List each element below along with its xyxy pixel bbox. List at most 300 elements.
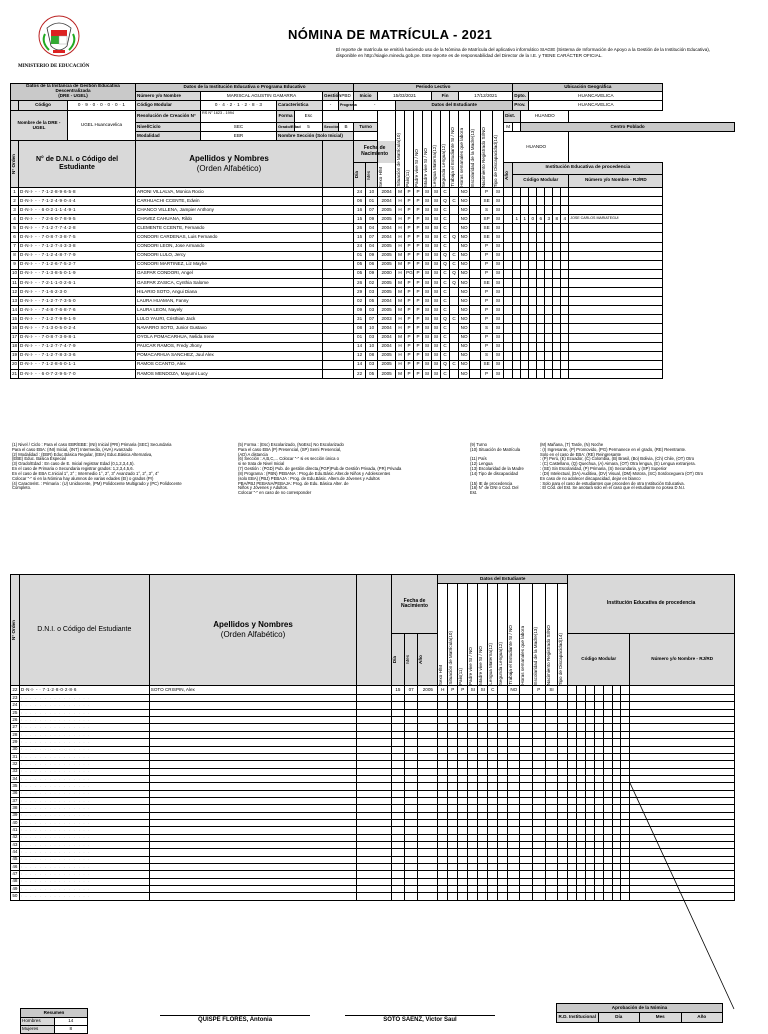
empty-row bbox=[11, 864, 735, 871]
row-cell bbox=[585, 731, 594, 738]
row-mv: SI bbox=[432, 278, 441, 287]
row-cell bbox=[458, 768, 468, 775]
row-cell bbox=[545, 695, 557, 702]
row-cell bbox=[458, 812, 468, 819]
row-sit: P bbox=[405, 233, 414, 242]
row-tr: NO bbox=[459, 269, 470, 278]
gestion-label: Gestión bbox=[323, 92, 339, 101]
row-cell bbox=[478, 893, 488, 900]
row-cell bbox=[594, 775, 603, 782]
row-name: CHAVEZ CAHUANA, Rildo bbox=[136, 215, 323, 224]
row-number: 1 bbox=[11, 188, 19, 197]
row-name: CONDORI MARTINEZ, Liz Mayhe bbox=[136, 260, 323, 269]
col-cod-modular: Código Modular bbox=[513, 175, 569, 187]
row-cell bbox=[488, 775, 498, 782]
row-cell bbox=[405, 695, 418, 702]
row-tr: NO bbox=[459, 197, 470, 206]
row-sit: P bbox=[405, 242, 414, 251]
row-cell bbox=[448, 753, 458, 760]
row-spacer bbox=[357, 686, 391, 695]
row-cell bbox=[603, 864, 612, 871]
row-cell bbox=[438, 893, 448, 900]
row-cell bbox=[448, 739, 458, 746]
row-cell bbox=[418, 724, 438, 731]
row-cell bbox=[405, 871, 418, 878]
row-cell bbox=[594, 746, 603, 753]
row-cell bbox=[577, 871, 586, 878]
row-nr: SI bbox=[493, 333, 504, 342]
row-proc-name: JOSE CARLOS MARIATEGUI bbox=[569, 215, 663, 224]
modcode-value: 0 · 4 · 2 · 1 · 2 · 8 · 3 bbox=[201, 101, 277, 111]
signature-1: QUISPE FLORES, Antonia bbox=[197, 1017, 273, 1023]
row-sl: Q bbox=[450, 269, 459, 278]
row-spacer bbox=[357, 864, 391, 871]
row-cell bbox=[532, 819, 545, 826]
row-cell bbox=[438, 864, 448, 871]
row-pv: SI bbox=[423, 206, 432, 215]
row-cell bbox=[545, 849, 557, 856]
school-num-value: MARISCAL AGUSTIN GAMARRA bbox=[201, 92, 323, 101]
row-discapacidad bbox=[504, 333, 513, 342]
row-cell bbox=[612, 731, 621, 738]
row-cell bbox=[498, 709, 508, 716]
row-proc-digit bbox=[529, 251, 537, 260]
row-spacer bbox=[357, 768, 391, 775]
row-cell bbox=[478, 864, 488, 871]
row-proc-digit bbox=[553, 315, 561, 324]
row-tr: NO bbox=[459, 342, 470, 351]
row-discapacidad bbox=[504, 324, 513, 333]
row-pv: SI bbox=[423, 260, 432, 269]
row-cell bbox=[438, 709, 448, 716]
row-cell bbox=[612, 739, 621, 746]
row-proc-digit bbox=[537, 269, 545, 278]
row-sit: P bbox=[448, 686, 458, 695]
row-cell bbox=[558, 886, 568, 893]
row-cell bbox=[448, 812, 458, 819]
row-cell bbox=[585, 886, 594, 893]
row-cell bbox=[468, 731, 478, 738]
row-em: P bbox=[481, 306, 493, 315]
row-dni: D·N·I· - · 7·1·2·4·8·7·7·9 bbox=[19, 251, 136, 260]
row-discapacidad bbox=[504, 224, 513, 233]
row-cell bbox=[612, 812, 621, 819]
caract-value: - bbox=[323, 101, 339, 111]
row-name bbox=[149, 841, 357, 848]
row-spacer bbox=[357, 841, 391, 848]
row-proc-name bbox=[569, 278, 663, 287]
row-dni: : · · · · · · · · · · · · · · bbox=[19, 797, 149, 804]
empty-row bbox=[11, 739, 735, 746]
row-cell bbox=[458, 878, 468, 885]
p2-col-horas: Horas semanales que labora bbox=[520, 626, 526, 685]
row-sit: P bbox=[405, 288, 414, 297]
row-proc-digit bbox=[513, 288, 521, 297]
row-cell bbox=[498, 893, 508, 900]
row-em: P bbox=[481, 242, 493, 251]
row-number: 34 bbox=[11, 775, 20, 782]
row-cell bbox=[577, 827, 586, 834]
row-number: 29 bbox=[11, 739, 20, 746]
row-cell bbox=[468, 841, 478, 848]
row-cell bbox=[558, 819, 568, 826]
row-cell bbox=[405, 827, 418, 834]
row-d: 24 bbox=[354, 188, 366, 197]
program-label: Programa bbox=[339, 101, 354, 111]
col-mes: Mes bbox=[366, 170, 372, 180]
row-cell bbox=[391, 878, 404, 885]
row-proc-digit bbox=[621, 686, 630, 695]
row-sit: P bbox=[405, 306, 414, 315]
row-number: 15 bbox=[11, 315, 19, 324]
row-proc-digit bbox=[553, 324, 561, 333]
row-cell bbox=[418, 775, 438, 782]
row-name: ARONI VILLALVA, Monica Rocio bbox=[136, 188, 323, 197]
row-d: 14 bbox=[354, 360, 366, 369]
row-dni: D·N·I· - · 7·2·1·1·0·2·6·1 bbox=[19, 278, 136, 287]
row-cell bbox=[577, 893, 586, 900]
row-cell bbox=[612, 819, 621, 826]
row-proc-digit bbox=[521, 197, 529, 206]
row-pv: SI bbox=[423, 360, 432, 369]
row-cell bbox=[568, 717, 577, 724]
row-pais: P bbox=[414, 306, 423, 315]
row-cell bbox=[438, 812, 448, 819]
row-pais: P bbox=[414, 288, 423, 297]
row-proc-digit: 1 bbox=[521, 215, 529, 224]
row-number: 18 bbox=[11, 342, 19, 351]
row-cell bbox=[630, 739, 735, 746]
row-spacer bbox=[357, 812, 391, 819]
row-em: S bbox=[481, 351, 493, 360]
row-cell bbox=[621, 849, 630, 856]
row-number: 6 bbox=[11, 233, 19, 242]
row-proc-digit bbox=[561, 206, 569, 215]
row-cell bbox=[545, 783, 557, 790]
row-proc-digit bbox=[537, 206, 545, 215]
row-pv: SI bbox=[423, 224, 432, 233]
row-cell bbox=[585, 695, 594, 702]
row-discapacidad bbox=[504, 369, 513, 378]
row-d: 05 bbox=[354, 269, 366, 278]
row-cell bbox=[478, 753, 488, 760]
row-dni: D·N·I· - · 7·1·2·7·7·4·7·9 bbox=[19, 342, 136, 351]
row-nr: SI bbox=[493, 197, 504, 206]
row-y: 2004 bbox=[378, 324, 396, 333]
row-cell bbox=[498, 753, 508, 760]
p2-col-pais: País(11) bbox=[458, 667, 464, 685]
row-proc-digit bbox=[561, 269, 569, 278]
row-cell bbox=[508, 834, 520, 841]
row-cell bbox=[520, 827, 532, 834]
row-proc-digit bbox=[537, 233, 545, 242]
row-cell bbox=[438, 761, 448, 768]
row-lm: Q bbox=[441, 260, 450, 269]
row-dni: : · · · · · · · · · · · · · · bbox=[19, 739, 149, 746]
row-cell bbox=[568, 709, 577, 716]
row-cell bbox=[405, 702, 418, 709]
row-cell bbox=[568, 827, 577, 834]
row-cell bbox=[391, 797, 404, 804]
row-name: LAURA LEON, Nayely bbox=[136, 306, 323, 315]
resol-label: Resolución de Creación N° bbox=[136, 111, 201, 123]
row-proc-name bbox=[569, 224, 663, 233]
row-d: 09 bbox=[354, 306, 366, 315]
row-cell bbox=[585, 834, 594, 841]
row-number: 44 bbox=[11, 849, 20, 856]
row-cell bbox=[585, 709, 594, 716]
row-cell bbox=[603, 702, 612, 709]
row-dni: D·N·I· - · 7·1·2·7·8·3·3·6 bbox=[19, 351, 136, 360]
row-lm: C bbox=[441, 188, 450, 197]
row-sl bbox=[498, 686, 508, 695]
row-cell bbox=[577, 709, 586, 716]
row-spacer bbox=[323, 260, 354, 269]
row-lm: C bbox=[441, 342, 450, 351]
row-dni: : · · · · · · · · · · · · · · bbox=[19, 886, 149, 893]
row-cell bbox=[448, 893, 458, 900]
row-proc-digit bbox=[521, 324, 529, 333]
row-cell bbox=[508, 812, 520, 819]
row-dni: : · · · · · · · · · · · · · · bbox=[19, 695, 149, 702]
row-cell bbox=[630, 768, 735, 775]
row-cell bbox=[391, 864, 404, 871]
row-cell bbox=[612, 856, 621, 863]
row-cell bbox=[391, 739, 404, 746]
row-cell bbox=[391, 886, 404, 893]
row-cell bbox=[545, 878, 557, 885]
empty-row bbox=[11, 702, 735, 709]
row-cell bbox=[603, 805, 612, 812]
p2-col-orden: N° Orden bbox=[11, 620, 16, 640]
col-nacimiento: Nacimiento Registrado SI/NO bbox=[481, 126, 487, 187]
row-cell bbox=[478, 797, 488, 804]
row-cell bbox=[568, 768, 577, 775]
row-cell bbox=[405, 709, 418, 716]
row-name: GASPAR CONDORI, Angel bbox=[136, 269, 323, 278]
row-cell bbox=[458, 783, 468, 790]
col-num-nombre: Número y/o Nombre - RJ/RD bbox=[584, 177, 647, 182]
row-tr: NO bbox=[459, 188, 470, 197]
row-cell bbox=[568, 797, 577, 804]
table-row bbox=[11, 197, 735, 206]
row-cell bbox=[612, 834, 621, 841]
row-y: 2005 bbox=[378, 242, 396, 251]
row-cell bbox=[508, 717, 520, 724]
row-cell bbox=[488, 878, 498, 885]
row-cell bbox=[594, 864, 603, 871]
row-lm: C bbox=[488, 686, 498, 695]
row-d: 22 bbox=[354, 369, 366, 378]
row-cell bbox=[612, 695, 621, 702]
approval-anio: Año bbox=[681, 1013, 723, 1023]
row-s: M bbox=[396, 288, 405, 297]
row-cell bbox=[448, 886, 458, 893]
col-pais: País(11) bbox=[405, 169, 411, 187]
row-d: 01 bbox=[354, 333, 366, 342]
row-number: 38 bbox=[11, 805, 20, 812]
row-proc-digit bbox=[545, 278, 553, 287]
row-em: P bbox=[481, 188, 493, 197]
row-tr: NO bbox=[459, 251, 470, 260]
row-cell bbox=[498, 724, 508, 731]
row-hs bbox=[470, 197, 481, 206]
row-proc-digit bbox=[561, 260, 569, 269]
row-cell bbox=[508, 871, 520, 878]
row-hs bbox=[470, 315, 481, 324]
row-cell bbox=[532, 812, 545, 819]
row-d: 29 bbox=[354, 288, 366, 297]
row-cell bbox=[478, 871, 488, 878]
cancel-diagonal-line bbox=[630, 783, 740, 1013]
row-cell bbox=[585, 739, 594, 746]
row-cell bbox=[448, 849, 458, 856]
row-cell bbox=[594, 695, 603, 702]
empty-row bbox=[11, 878, 735, 885]
row-dni: : · · · · · · · · · · · · · · bbox=[19, 893, 149, 900]
row-proc-digit bbox=[537, 315, 545, 324]
row-cell bbox=[545, 805, 557, 812]
row-cell bbox=[508, 797, 520, 804]
row-proc-digit bbox=[561, 369, 569, 378]
row-sit: P bbox=[405, 333, 414, 342]
row-cell bbox=[478, 783, 488, 790]
row-proc-name bbox=[569, 306, 663, 315]
row-cell bbox=[508, 878, 520, 885]
row-cell bbox=[568, 849, 577, 856]
school-num-label: Número y/o Nombre bbox=[136, 92, 201, 101]
row-pais: P bbox=[414, 315, 423, 324]
row-cell bbox=[438, 834, 448, 841]
row-cell bbox=[568, 819, 577, 826]
row-cell bbox=[508, 753, 520, 760]
row-cell bbox=[488, 834, 498, 841]
row-y: 2000 bbox=[378, 269, 396, 278]
row-dni: D·N·I· - · 7·4·8·7·6·8·7·6 bbox=[19, 306, 136, 315]
row-sl: Q bbox=[450, 278, 459, 287]
row-proc-digit bbox=[513, 333, 521, 342]
row-cell bbox=[478, 695, 488, 702]
row-cell bbox=[568, 878, 577, 885]
row-cell bbox=[418, 790, 438, 797]
row-em: P bbox=[481, 315, 493, 324]
row-cell bbox=[594, 709, 603, 716]
row-cell bbox=[603, 893, 612, 900]
summary-mujeres-value: 8 bbox=[54, 1026, 88, 1034]
row-s: H bbox=[396, 315, 405, 324]
row-em: P bbox=[481, 288, 493, 297]
row-cell bbox=[558, 878, 568, 885]
row-s: H bbox=[396, 269, 405, 278]
row-proc-digit bbox=[513, 351, 521, 360]
row-nr: SI bbox=[493, 260, 504, 269]
row-sit: P bbox=[405, 369, 414, 378]
row-cell bbox=[558, 805, 568, 812]
row-proc-digit bbox=[521, 351, 529, 360]
row-cell bbox=[498, 797, 508, 804]
row-cell bbox=[438, 871, 448, 878]
row-number: 10 bbox=[11, 269, 19, 278]
row-cell bbox=[438, 841, 448, 848]
row-dni: : · · · · · · · · · · · · · · bbox=[19, 812, 149, 819]
row-sl: C bbox=[450, 360, 459, 369]
row-cell bbox=[508, 731, 520, 738]
row-cell bbox=[558, 724, 568, 731]
row-em: P bbox=[481, 333, 493, 342]
p2-col-anio: Año bbox=[418, 655, 424, 664]
row-cell bbox=[603, 878, 612, 885]
row-pv: SI bbox=[423, 251, 432, 260]
row-name bbox=[149, 871, 357, 878]
row-proc-digit bbox=[529, 288, 537, 297]
row-cell bbox=[405, 797, 418, 804]
row-cell bbox=[532, 775, 545, 782]
col-padre: Padre vive SI / NO bbox=[414, 148, 420, 187]
row-cell bbox=[438, 775, 448, 782]
row-cell bbox=[508, 790, 520, 797]
row-cell bbox=[498, 717, 508, 724]
row-cell bbox=[468, 709, 478, 716]
row-cell bbox=[438, 768, 448, 775]
row-cell bbox=[568, 724, 577, 731]
row-proc-digit bbox=[521, 251, 529, 260]
row-em: P bbox=[481, 269, 493, 278]
row-cell bbox=[585, 819, 594, 826]
row-spacer bbox=[357, 819, 391, 826]
row-mv: SI bbox=[432, 342, 441, 351]
row-proc-digit bbox=[529, 297, 537, 306]
row-spacer bbox=[357, 849, 391, 856]
row-cell bbox=[603, 739, 612, 746]
table-row bbox=[11, 233, 735, 242]
row-proc-digit bbox=[561, 315, 569, 324]
row-cell bbox=[568, 893, 577, 900]
location-section-title: Ubicación Geográfica bbox=[513, 84, 663, 92]
row-number: 3 bbox=[11, 206, 19, 215]
row-number: 40 bbox=[11, 819, 20, 826]
row-proc-digit bbox=[561, 360, 569, 369]
row-proc-digit bbox=[537, 306, 545, 315]
row-cell bbox=[391, 805, 404, 812]
row-number: 8 bbox=[11, 251, 19, 260]
row-y: 2005 bbox=[378, 369, 396, 378]
row-cell bbox=[488, 702, 498, 709]
row-cell bbox=[621, 783, 630, 790]
row-sit: P bbox=[405, 224, 414, 233]
row-cell bbox=[468, 819, 478, 826]
row-cell bbox=[603, 717, 612, 724]
summary-mujeres-label: Mujeres bbox=[21, 1026, 55, 1034]
row-em: P bbox=[481, 342, 493, 351]
row-proc-digit bbox=[603, 686, 612, 695]
row-y: 2004 bbox=[378, 224, 396, 233]
row-s: H bbox=[396, 342, 405, 351]
row-cell bbox=[391, 702, 404, 709]
row-hs bbox=[470, 288, 481, 297]
row-cell bbox=[594, 856, 603, 863]
row-y: 2005 bbox=[378, 251, 396, 260]
row-em: SE bbox=[481, 233, 493, 242]
row-discapacidad bbox=[504, 197, 513, 206]
row-cell bbox=[478, 739, 488, 746]
row-cell bbox=[532, 864, 545, 871]
row-cell bbox=[594, 871, 603, 878]
row-name bbox=[149, 768, 357, 775]
row-hs bbox=[470, 206, 481, 215]
p2-col-madre: Madre vive SI / NO bbox=[478, 646, 484, 685]
row-cell bbox=[630, 709, 735, 716]
col-dia: Día bbox=[354, 171, 360, 179]
